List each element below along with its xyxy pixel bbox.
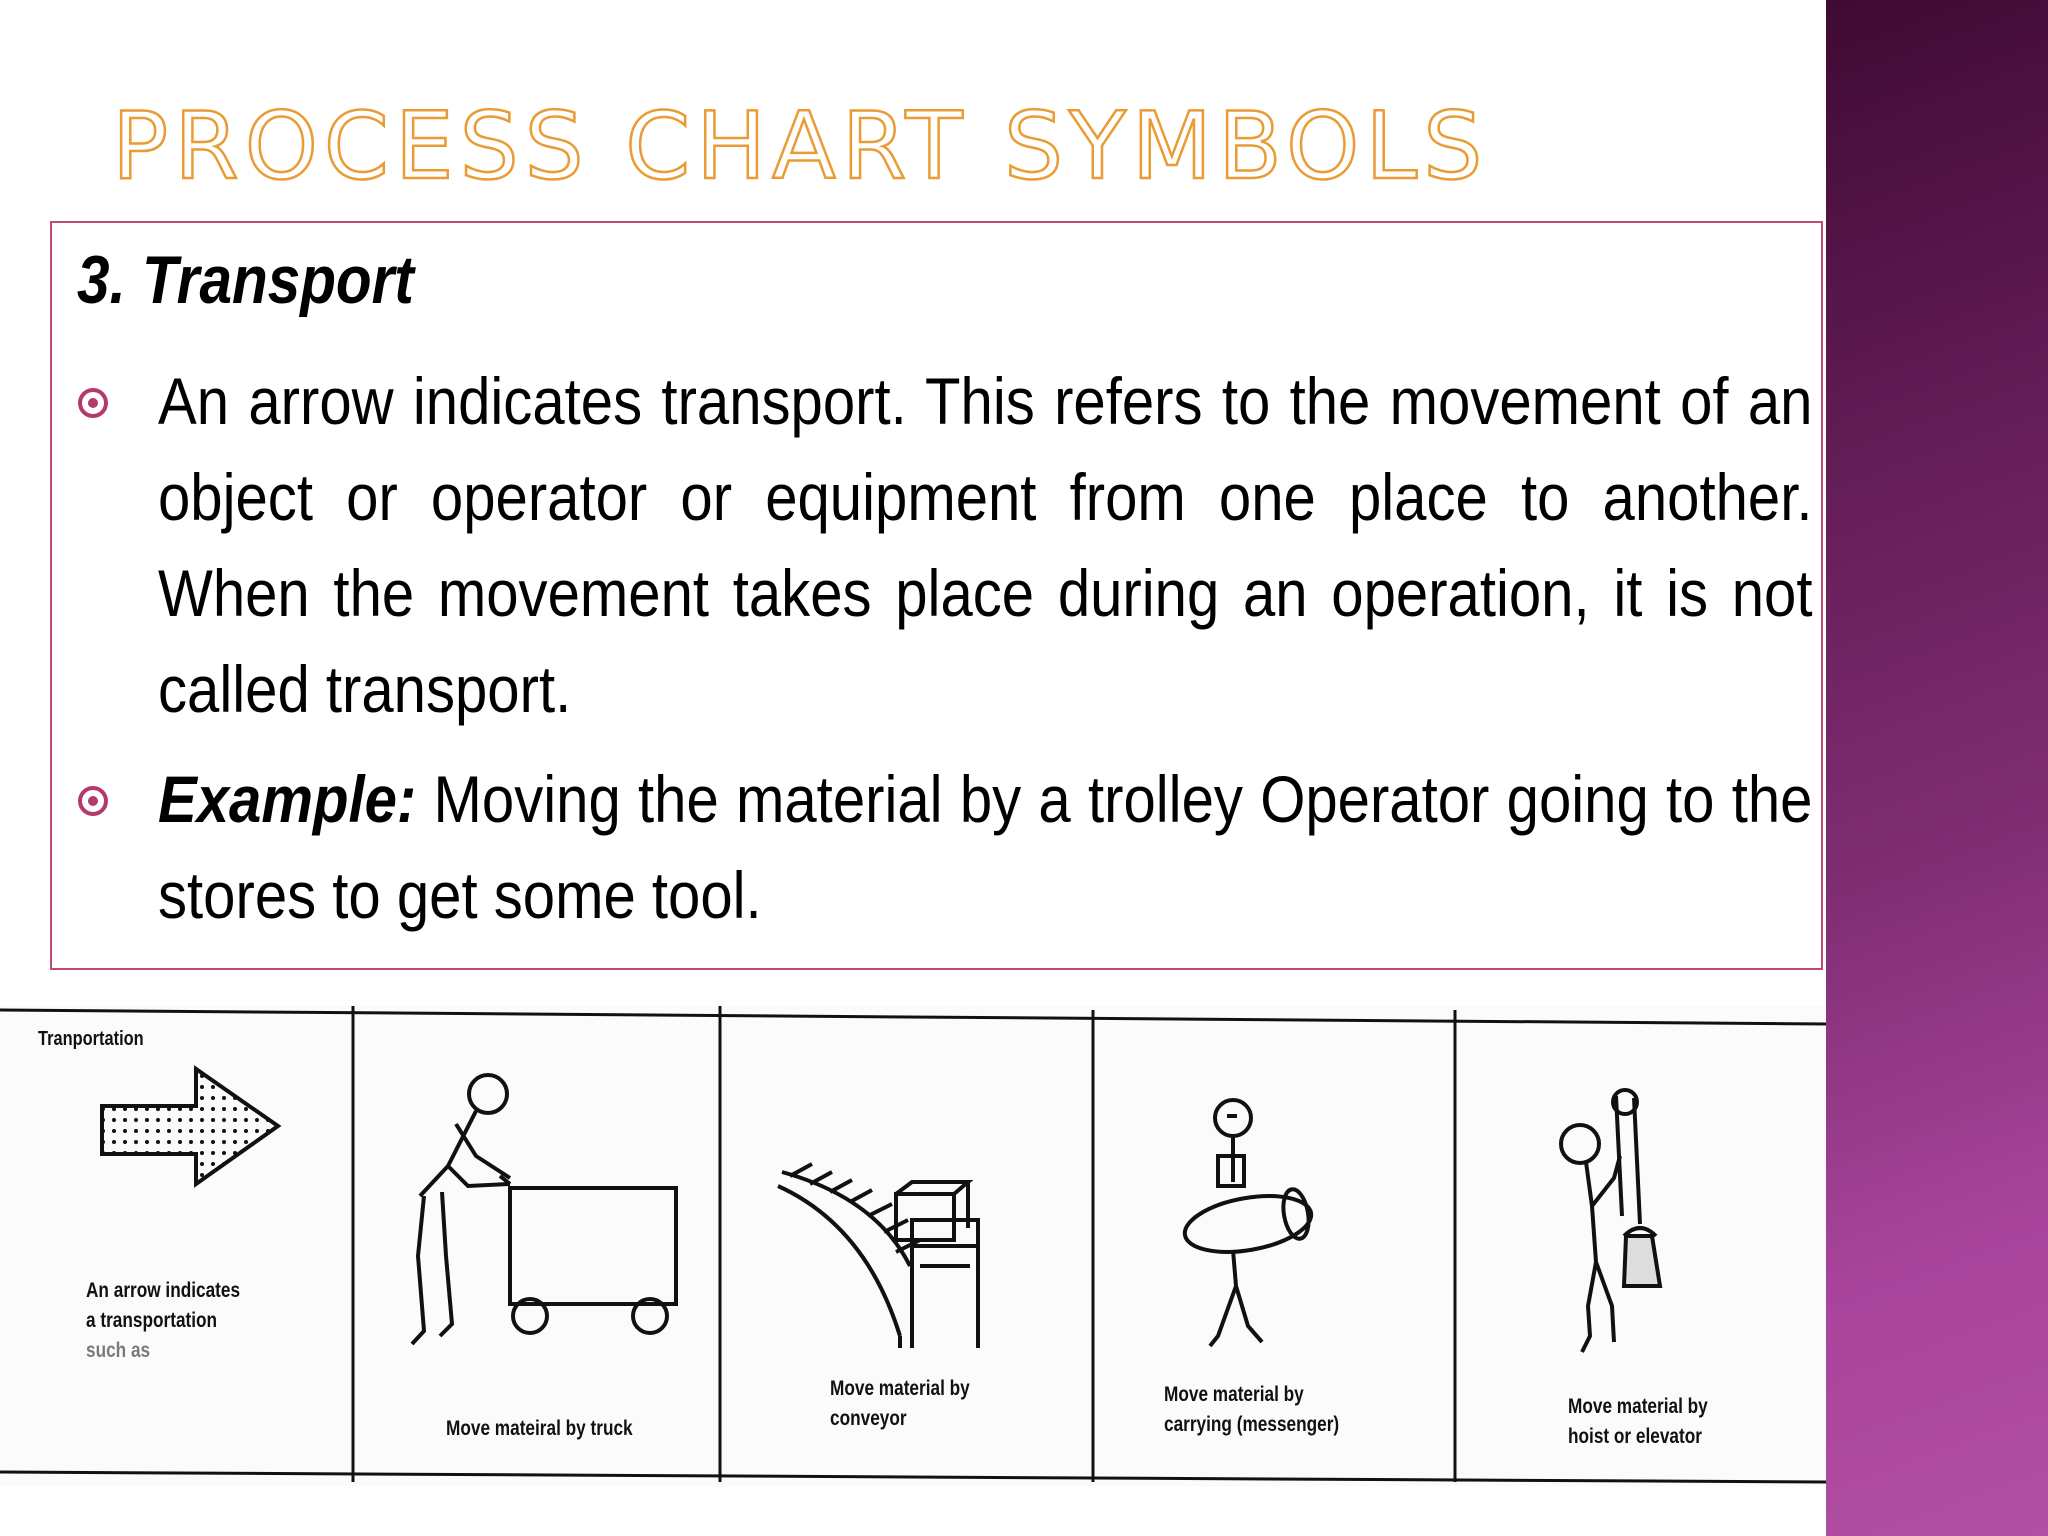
hoist-elevator-icon	[1561, 1090, 1660, 1352]
conveyor-icon	[778, 1164, 978, 1348]
bullet-text-content: An arrow indicates transport. This refers to the movement of an object or operator or equipment from one place to another. When the movement takes place during an operation, it is not called transport.	[158, 364, 1813, 726]
caption-line: a transportation	[86, 1309, 218, 1332]
messenger-carrying-icon	[1180, 1100, 1315, 1346]
example-lead: Example:	[158, 762, 417, 836]
dotted-arrow-icon	[102, 1069, 278, 1184]
caption-hoist	[1568, 1392, 1708, 1452]
decorative-side-band	[1826, 0, 2048, 1536]
caption-line: An arrow indicates	[86, 1279, 241, 1302]
caption-line: such as	[86, 1339, 151, 1362]
section-heading: 3. Transport	[77, 242, 414, 318]
content-box	[50, 221, 1823, 970]
caption-line: Move material by	[1568, 1395, 1708, 1418]
caption-line: Move material by	[1164, 1383, 1304, 1406]
caption-line: hoist or elevator	[1568, 1425, 1702, 1448]
transport-illustration	[0, 1006, 1826, 1486]
bullet-text	[158, 751, 1813, 943]
slide-title: PROCESS CHART SYMBOLS	[112, 92, 1489, 200]
caption-truck: Move mateiral by truck	[446, 1417, 633, 1440]
figure-label: Tranportation	[38, 1028, 144, 1050]
caption-arrow	[86, 1276, 240, 1366]
bullet-text	[158, 353, 1813, 737]
caption-conveyor	[830, 1374, 970, 1434]
bullet-circle-icon	[78, 388, 108, 418]
bullet-circle-icon	[78, 786, 108, 816]
caption-line: Move material by	[830, 1377, 970, 1400]
caption-messenger	[1164, 1380, 1339, 1440]
caption-line: conveyor	[830, 1407, 907, 1430]
caption-line: carrying (messenger)	[1164, 1413, 1340, 1436]
example-text: Moving the material by a trolley Operator going to the stores to get some tool.	[158, 762, 1813, 932]
trolley-figure-icon	[412, 1075, 676, 1344]
